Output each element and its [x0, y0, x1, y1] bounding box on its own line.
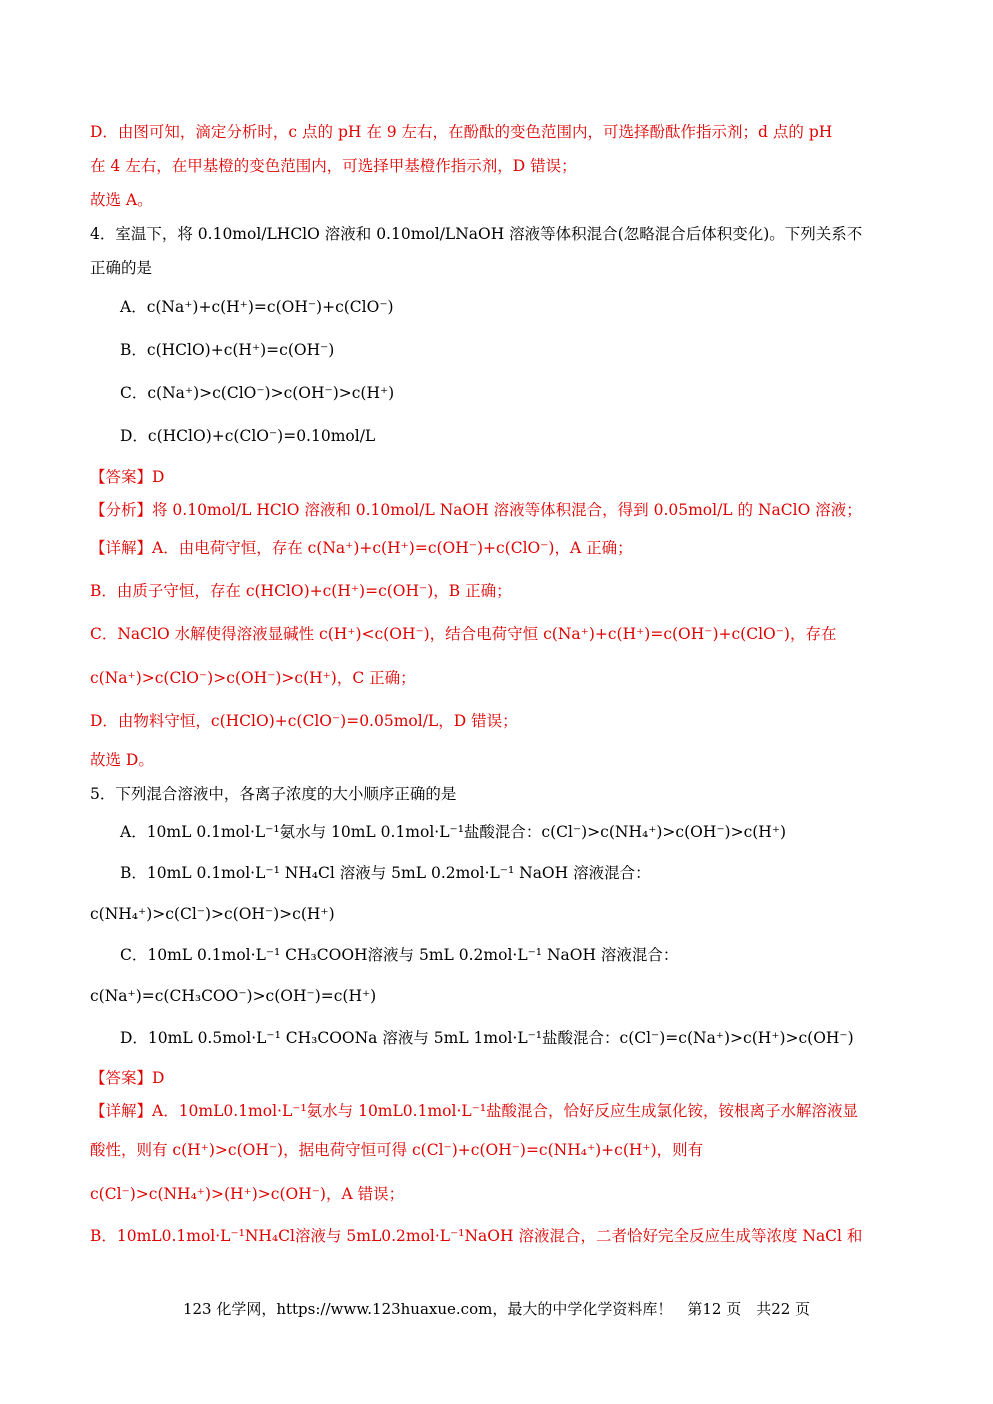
text-line: 正确的是	[90, 259, 153, 277]
text-line: D．10mL 0.5mol·L⁻¹ CH₃COONa 溶液与 5mL 1mol·L⁻¹盐酸混合：c(Cl⁻)=c(Na⁺)>c(H⁺)>c(OH⁻)	[120, 1029, 854, 1047]
text-line: B．10mL0.1mol·L⁻¹NH₄Cl溶液与 5mL0.2mol·L⁻¹NaOH 溶液混合，二者恰好完全反应生成等浓度 NaCl 和	[90, 1227, 863, 1245]
text-line: c(Na⁺)=c(CH₃COO⁻)>c(OH⁻)=c(H⁺)	[90, 987, 377, 1005]
text-line: 5．下列混合溶液中，各离子浓度的大小顺序正确的是	[90, 785, 457, 803]
text-line: B．c(HClO)+c(H⁺)=c(OH⁻)	[120, 341, 335, 359]
text-line: C．NaClO 水解使得溶液显碱性 c(H⁺)<c(OH⁻)，结合电荷守恒 c(Na⁺)+c(H⁺)=c(OH⁻)+c(ClO⁻)，存在	[90, 625, 837, 643]
page-footer: 123 化学网，https://www.123huaxue.com，最大的中学化学资料库！ 第12 页 共22 页	[182, 1300, 811, 1318]
text-line: D．由图可知，滴定分析时，c 点的 pH 在 9 左右，在酚酞的变色范围内，可选择酚酞作指示剂；d 点的 pH	[90, 123, 833, 141]
text-line: c(Cl⁻)>c(NH₄⁺)>(H⁺)>c(OH⁻)，A 错误；	[90, 1185, 405, 1203]
text-line: 在 4 左右，在甲基橙的变色范围内，可选择甲基橙作指示剂，D 错误；	[90, 157, 577, 175]
text-line: 【答案】D	[90, 1069, 165, 1087]
text-line: 【答案】D	[90, 468, 165, 486]
text-line: 酸性，则有 c(H⁺)>c(OH⁻)，据电荷守恒可得 c(Cl⁻)+c(OH⁻)=c(NH₄⁺)+c(H⁺)，则有	[90, 1141, 704, 1159]
text-line: 4．室温下，将 0.10mol/LHClO 溶液和 0.10mol/LNaOH 溶液等体积混合(忽略混合后体积变化)。下列关系不	[90, 225, 863, 243]
text-line: 【详解】A．10mL0.1mol·L⁻¹氨水与 10mL0.1mol·L⁻¹盐酸混合，恰好反应生成氯化铵，铵根离子水解溶液显	[90, 1102, 859, 1120]
text-line: 【详解】A．由电荷守恒，存在 c(Na⁺)+c(H⁺)=c(OH⁻)+c(ClO⁻)，A 正确；	[90, 539, 633, 557]
text-line: A．10mL 0.1mol·L⁻¹氨水与 10mL 0.1mol·L⁻¹盐酸混合：c(Cl⁻)>c(NH₄⁺)>c(OH⁻)>c(H⁺)	[120, 823, 787, 841]
text-line: 【分析】将 0.10mol/L HClO 溶液和 0.10mol/L NaOH 溶液等体积混合，得到 0.05mol/L 的 NaClO 溶液；	[90, 501, 862, 519]
text-line: 故选 A。	[90, 191, 153, 209]
text-line: D．c(HClO)+c(ClO⁻)=0.10mol/L	[120, 427, 376, 445]
text-line: A．c(Na⁺)+c(H⁺)=c(OH⁻)+c(ClO⁻)	[120, 298, 394, 316]
text-line: c(NH₄⁺)>c(Cl⁻)>c(OH⁻)>c(H⁺)	[90, 905, 335, 923]
text-line: 故选 D。	[90, 751, 154, 769]
text-line: B．由质子守恒，存在 c(HClO)+c(H⁺)=c(OH⁻)，B 正确；	[90, 582, 512, 600]
text-line: C．10mL 0.1mol·L⁻¹ CH₃COOH溶液与 5mL 0.2mol·L⁻¹ NaOH 溶液混合：	[120, 946, 679, 964]
text-line: D．由物料守恒，c(HClO)+c(ClO⁻)=0.05mol/L，D 错误；	[90, 712, 518, 730]
text-line: c(Na⁺)>c(ClO⁻)>c(OH⁻)>c(H⁺)，C 正确；	[90, 669, 416, 687]
text-line: C．c(Na⁺)>c(ClO⁻)>c(OH⁻)>c(H⁺)	[120, 384, 395, 402]
text-line: B．10mL 0.1mol·L⁻¹ NH₄Cl 溶液与 5mL 0.2mol·L⁻¹ NaOH 溶液混合：	[120, 864, 651, 882]
